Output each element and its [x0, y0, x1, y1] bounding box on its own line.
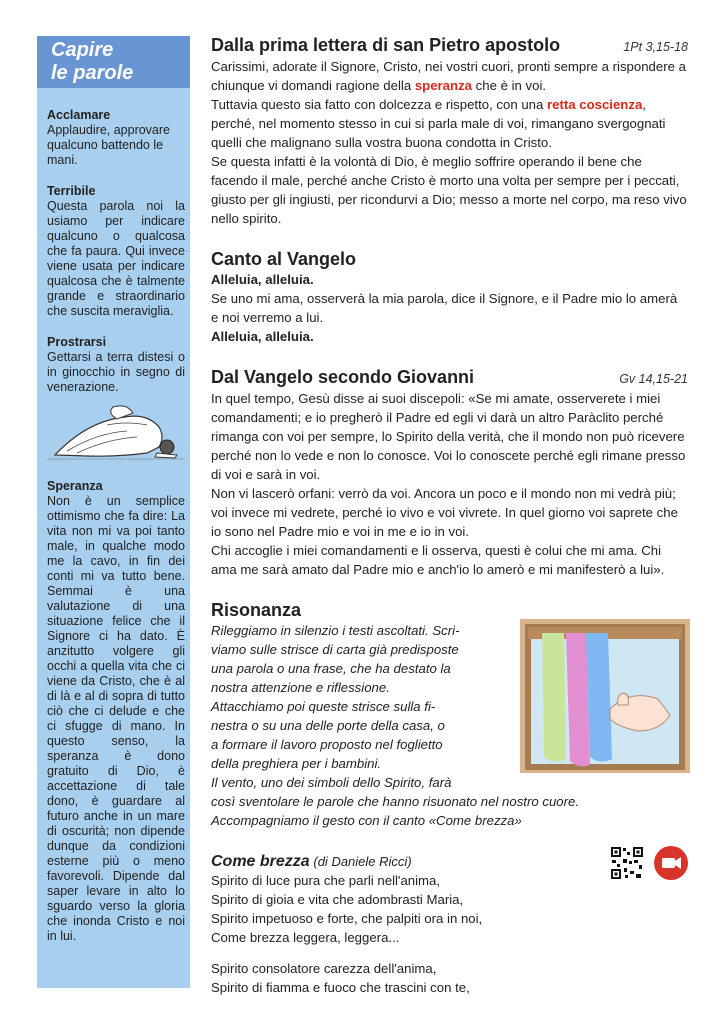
video-camera-icon[interactable]	[654, 846, 688, 880]
song-author-prefix: (di	[313, 854, 332, 869]
main-content	[211, 34, 688, 997]
risonanza-section	[211, 599, 688, 830]
song-author: Daniele Ricci	[331, 854, 408, 869]
risonanza-line: della preghiera per i bambini.	[211, 756, 382, 771]
term-definition: Gettarsi a terra distesi o in ginocchio in segno di venerazione.	[47, 350, 185, 394]
risonanza-line: a formare il lavoro proposto nel foglietto	[211, 737, 443, 752]
risonanza-line: viamo sulle strisce di carta già predisposte	[211, 642, 459, 657]
song-title: Come brezza	[211, 853, 310, 870]
song-line: Spirito consolatore carezza dell'anima,	[211, 961, 437, 976]
glossary-title-line1: Capire	[51, 39, 114, 61]
risonanza-line: una parola o una frase, che ha destato la	[211, 661, 451, 676]
risonanza-line: nostra attenzione e riflessione.	[211, 680, 390, 695]
gospel-acclamation	[211, 248, 688, 346]
song-line: Spirito di gioia e vita che adombrasti Maria,	[211, 892, 464, 907]
first-reading-reference: 1Pt 3,15-18	[623, 40, 688, 54]
glossary-title	[51, 39, 133, 85]
risonanza-line: Accompagniamo il gesto con il canto «Come brezza»	[211, 813, 522, 828]
song-line: Spirito di fiamma e fuoco che trascini con te,	[211, 980, 470, 995]
song-line: Come brezza leggera, leggera...	[211, 930, 400, 945]
text-run: Carissimi, adorate il Signore, Cristo, nei vostri cuori, pronti sempre a rispondere a chiunque vi domandi ragione della	[211, 59, 686, 93]
glossary-sidebar	[37, 36, 190, 988]
glossary-header	[37, 36, 190, 88]
risonanza-line: nestra o su una delle porte della casa, o	[211, 718, 445, 733]
song-line: Spirito di luce pura che parli nell'anima,	[211, 873, 441, 888]
glossary-body	[47, 108, 185, 960]
gospel-paragraph: Non vi lascerò orfani: verrò da voi. Ancora un poco e il mondo non mi vedrà più; voi invece mi vedrete, perché io vivo e voi vivrete. In quel giorno voi saprete che io sono nel Padre mio e voi in me e io in voi.	[211, 486, 678, 539]
first-reading-header	[211, 34, 688, 57]
term-definition: Applaudire, approvare qualcuno battendo le mani.	[47, 123, 170, 167]
first-reading-paragraph	[211, 57, 688, 95]
first-reading-paragraph	[211, 95, 688, 152]
risonanza-title: Risonanza	[211, 600, 302, 620]
video-camera-glyph	[654, 846, 688, 880]
text-run: , perché, nel momento stesso in cui si parla male di voi, rimangano svergognati quelli che malignano sulla vostra buona condotta in Cristo.	[211, 97, 666, 150]
gospel-reading	[211, 366, 688, 579]
risonanza-line: Il vento, uno dei simboli dello Spirito, farà	[211, 775, 452, 790]
alleluia-line: Alleluia, alleluia.	[211, 272, 314, 287]
acclamation-verse: Se uno mi ama, osserverà la mia parola, dice il Signore, e il Padre mio lo amerà e noi verremo a lui.	[211, 291, 678, 325]
gospel-reference: Gv 14,15-21	[619, 372, 688, 386]
term-definition: Questa parola noi la usiamo per indicare qualcuno o qualcosa che fa paura. Qui invece viene usata per indicare qualcosa che è talmente grande e straordinario che suscita meraviglia.	[47, 199, 185, 318]
prostrating-person-illustration	[47, 403, 185, 461]
glossary-title-line2: le parole	[51, 62, 134, 84]
first-reading-title: Dalla prima lettera di san Pietro apostolo	[211, 35, 561, 55]
alleluia-line: Alleluia, alleluia.	[211, 329, 314, 344]
first-reading-paragraph: Se questa infatti è la volontà di Dio, è meglio soffrire operando il bene che facendo il male, perché anche Cristo è morto una volta per sempre per i peccati, giusto per gli ingiusti, per ricondurvi a Dio; messo a morte nel corpo, ma reso vivo nello spirito.	[211, 154, 687, 226]
song-line: Spirito impetuoso e forte, che palpiti ora in noi,	[211, 911, 483, 926]
risonanza-line: Attacchiamo poi queste strisce sulla fi-	[211, 699, 436, 714]
gospel-acclamation-title: Canto al Vangelo	[211, 249, 357, 269]
paper-strips-window-photo	[520, 619, 690, 773]
gospel-paragraph: In quel tempo, Gesù disse ai suoi discepoli: «Se mi amate, osserverete i miei comandamenti; e io pregherò il Padre ed egli vi darà un altro Paràclito perché rimanga con voi per sempre, lo Spirito della verità, che il mondo non può ricevere perché non lo vede e non lo conosce. Voi lo conoscete perché egli rimane presso di voi e sarà in voi.	[211, 391, 686, 482]
qr-code-icon[interactable]	[610, 846, 644, 880]
highlighted-keyword: retta coscienza	[547, 97, 643, 112]
term-title: Terribile	[47, 184, 96, 198]
term-title: Prostrarsi	[47, 335, 107, 349]
gospel-title: Dal Vangelo secondo Giovanni	[211, 367, 475, 387]
highlighted-keyword: speranza	[414, 78, 473, 93]
risonanza-line: Rileggiamo in silenzio i testi ascoltati. Scri-	[211, 623, 460, 638]
song-author-suffix: )	[407, 854, 412, 869]
song-section	[211, 852, 688, 997]
gospel-header	[211, 366, 688, 389]
first-reading	[211, 34, 688, 228]
gospel-paragraph: Chi accoglie i miei comandamenti e li osserva, questi è colui che mi ama. Chi ama me sarà amato dal Padre mio e anch'io lo amerò e mi manifesterò a lui».	[211, 543, 665, 577]
risonanza-line: così sventolare le parole che hanno risuonato nel nostro cuore.	[211, 794, 580, 809]
term-title: Acclamare	[47, 108, 111, 122]
text-run: Tuttavia questo sia fatto con dolcezza e rispetto, con una	[211, 97, 547, 112]
term-definition: Non è un semplice ottimismo che fa dire: La vita non mi va poi tanto male, in qualche modo me la cavo, in fin dei conti mi va tutto bene. Semmai è una valutazione di una situazione felice che il Signore ci ha dato. È anzitutto volgere gli occhi a quella vita che ci viene da Cristo, che è al di là e al di sopra di tutto ciò che ci delude e che ci sfugge di mano. In questo senso, la speranza è dono gratuito di Dio, è accettazione di tale dono, è guardare al futuro anche in un mare di oscurità; non dipende dunque da condizioni esterne più o meno favorevoli. Dipende dal saper levare in alto lo sguardo verso la gloria che inonda Cristo e noi in lui.	[47, 494, 185, 943]
term-title: Speranza	[47, 479, 103, 493]
text-run: che è in voi.	[472, 78, 547, 93]
